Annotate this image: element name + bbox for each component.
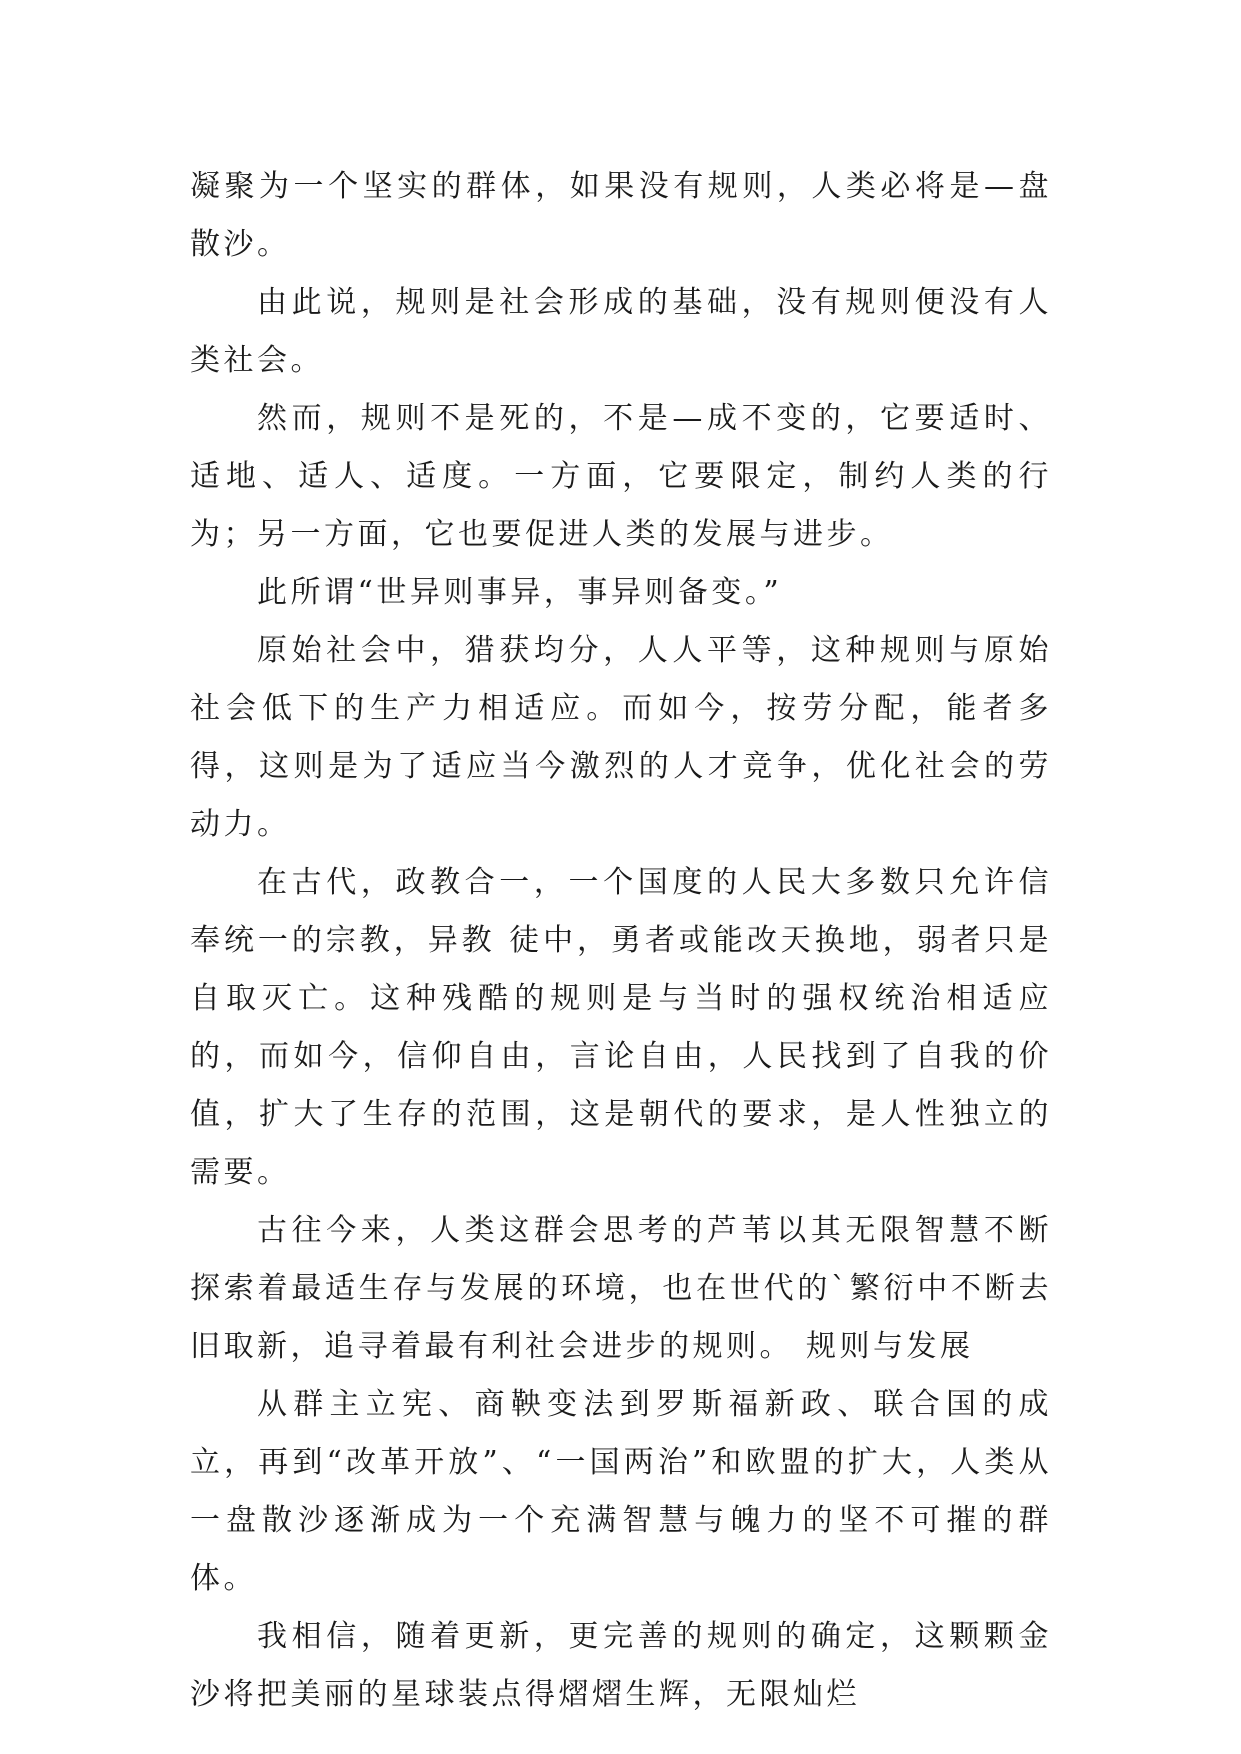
paragraph-8: 从群主立宪、商鞅变法到罗斯福新政、联合国的成立，再到“改革开放”、“一国两治”和欧盟的扩大，人类从一盘散沙逐渐成为一个充满智慧与魄力的坚不可摧的群体。 bbox=[190, 1387, 1052, 1596]
paragraph-1: 凝聚为一个坚实的群体，如果没有规则，人类必将是—盘散沙。 bbox=[190, 169, 1052, 262]
paragraph-3: 然而，规则不是死的，不是—成不变的，它要适时、适地、适人、适度。一方面，它要限定，制约人类的行为；另一方面，它也要促进人类的发展与进步。 bbox=[190, 401, 1052, 552]
paragraph-9: 我相信，随着更新，更完善的规则的确定，这颗颗金沙将把美丽的星球装点得熠熠生辉，无限灿烂 bbox=[190, 1619, 1052, 1712]
paragraph-4: 此所谓“世异则事异，事异则备变。” bbox=[257, 575, 783, 610]
paragraph-6: 在古代，政教合一，一个国度的人民大多数只允许信奉统一的宗教，异教 徒中，勇者或能改天换地，弱者只是自取灭亡。这种残酷的规则是与当时的强权统治相适应的，而如今，信仰自由，言论自由，人民找到了自我的价值，扩大了生存的范围，这是朝代的要求，是人性独立的需要。 bbox=[190, 865, 1052, 1190]
document-body bbox=[190, 158, 1052, 1724]
paragraph-7: 古往今来，人类这群会思考的芦苇以其无限智慧不断探索着最适生存与发展的环境，也在世代的`繁衍中不断去旧取新，追寻着最有利社会进步的规则。 规则与发展 bbox=[190, 1213, 1052, 1364]
paragraph-5: 原始社会中，猎获均分，人人平等，这种规则与原始社会低下的生产力相适应。而如今，按劳分配，能者多得，这则是为了适应当今激烈的人才竞争，优化社会的劳动力。 bbox=[190, 633, 1052, 842]
paragraph-2: 由此说，规则是社会形成的基础，没有规则便没有人类社会。 bbox=[190, 285, 1052, 378]
